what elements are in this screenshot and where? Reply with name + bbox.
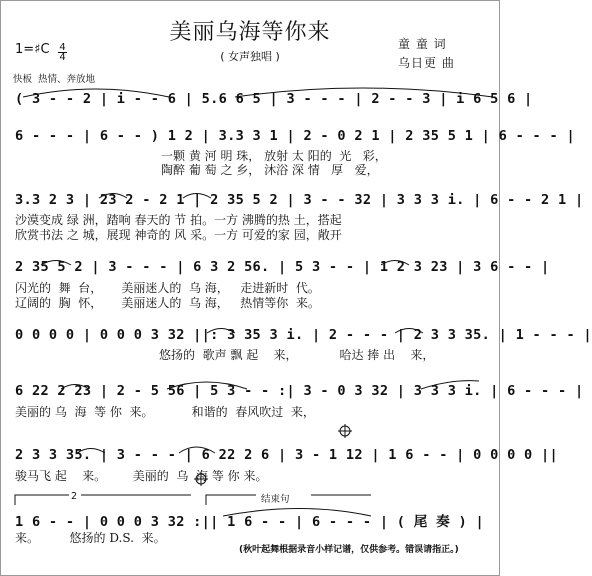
lyric-line-3b: 欣赏书法 之 城，展现 神奇的 风 采。一方 可爱的家 园，敞开 — [15, 228, 342, 242]
ending-label: 结束句 — [261, 494, 290, 505]
composer-credit: 乌日更 曲 — [398, 56, 455, 70]
lyric-line-5a: 悠扬的 歌声 飘 起 来， 哈达 捧 出 来， — [159, 348, 435, 362]
song-subtitle: ( 女声独唱 ) — [220, 50, 280, 63]
transcription-footnote: (秋叶起舞根据录音小样记谱，仅供参考。错误请指正。) — [239, 545, 459, 555]
slur-mark — [99, 194, 127, 199]
key-signature: 1=♯C — [15, 42, 50, 57]
lyric-line-3a: 沙漠变成 绿 洲，踏响 春天的 节 拍。一方 沸腾的热 土，搭起 — [15, 213, 342, 227]
slur-mark — [381, 261, 409, 266]
volta-2-label: 2 — [71, 491, 78, 502]
coda-icon — [194, 472, 208, 486]
time-signature-bottom: 4 — [59, 52, 66, 63]
slur-mark — [77, 449, 105, 454]
lyric-line-2a: 一颗 黄 河 明 珠， 放射 太 阳的 光 彩， — [161, 149, 387, 163]
song-title: 美丽乌海等你来 — [169, 20, 331, 45]
coda-icon — [338, 424, 352, 438]
volta-bracket — [15, 495, 69, 505]
tempo-marking: 快板 热情、奔放地 — [13, 74, 96, 85]
lyric-line-2b: 陶醉 葡 萄 之 乡， 沐浴 深 情 厚 爱， — [161, 163, 379, 177]
slur-mark — [41, 261, 71, 266]
notation-line-3: 3.3 2 3 | 23 2 - 2 1 | 2 35 5 2 | 3 - - 32 | 3 3 3 i. | 6 - - 2 1 | — [15, 192, 584, 208]
notation-line-1: ( 3 - - 2 | i - - 6 | 5.6 6 5 | 3 - - - | 2 - - 3 | i 6 5 6 | — [15, 91, 533, 107]
lyric-line-7a: 骏马飞 起 来。 美丽的 乌 海 等 你 来。 — [15, 469, 268, 483]
notation-line-4: 2 35 5 2 | 3 - - - | 6 3 2 56. | 5 3 - - | 1 2 3 23 | 3 6 - - | — [15, 259, 550, 275]
lyricist-credit: 童 童 词 — [398, 37, 447, 51]
ending-bracket — [206, 495, 256, 505]
notation-line-5: 0 0 0 0 | 0 0 0 3 32 ||: 3 35 3 i. | 2 - - - | 2 3 3 35. | 1 - - - | — [15, 327, 592, 343]
lyric-line-8a: 来。 悠扬的 D.S. 来。 — [15, 531, 166, 545]
notation-line-6: 6 22 2 23 | 2 - 5 56 | 5 3 - - :| 3 - 0 3 32 | 3 3 3 i. | 6 - - - | — [15, 383, 584, 399]
lyric-line-4b: 辽阔的 胸 怀， 美丽迷人的 乌 海， 热情等你 来。 — [15, 296, 320, 310]
slur-mark — [395, 329, 423, 334]
lyric-line-6a: 美丽的 乌 海 等 你 来。 和谐的 春风吹过 来， — [15, 405, 315, 419]
slur-mark — [183, 194, 211, 199]
slur-mark — [61, 385, 89, 390]
notation-line-2: 6 - - - | 6 - - ) 1 2 | 3.3 3 1 | 2 - 0 2 1 | 2 35 5 1 | 6 - - - | — [15, 128, 575, 144]
slur-mark — [421, 381, 479, 389]
time-signature-top: 4 — [59, 42, 66, 53]
slur-mark — [167, 382, 247, 389]
slur-mark — [207, 329, 235, 334]
lyric-line-4a: 闪光的 舞 台， 美丽迷人的 乌 海， 走进新时 代。 — [15, 281, 320, 295]
slur-mark — [235, 88, 493, 97]
slur-mark — [179, 447, 215, 453]
slur-mark — [23, 89, 169, 97]
notation-line-7: 2 3 3 35. | 3 - - - | 6 22 2 6 | 3 - 1 12 | 1 6 - - | 0 0 0 0 || — [15, 447, 558, 463]
slur-mark — [223, 509, 371, 517]
notation-line-8: 1 6 - - | 0 0 0 3 32 :|| 1 6 - - | 6 - - - | ( 尾 奏 ) | — [15, 514, 484, 530]
notation-marks — [1, 1, 499, 575]
